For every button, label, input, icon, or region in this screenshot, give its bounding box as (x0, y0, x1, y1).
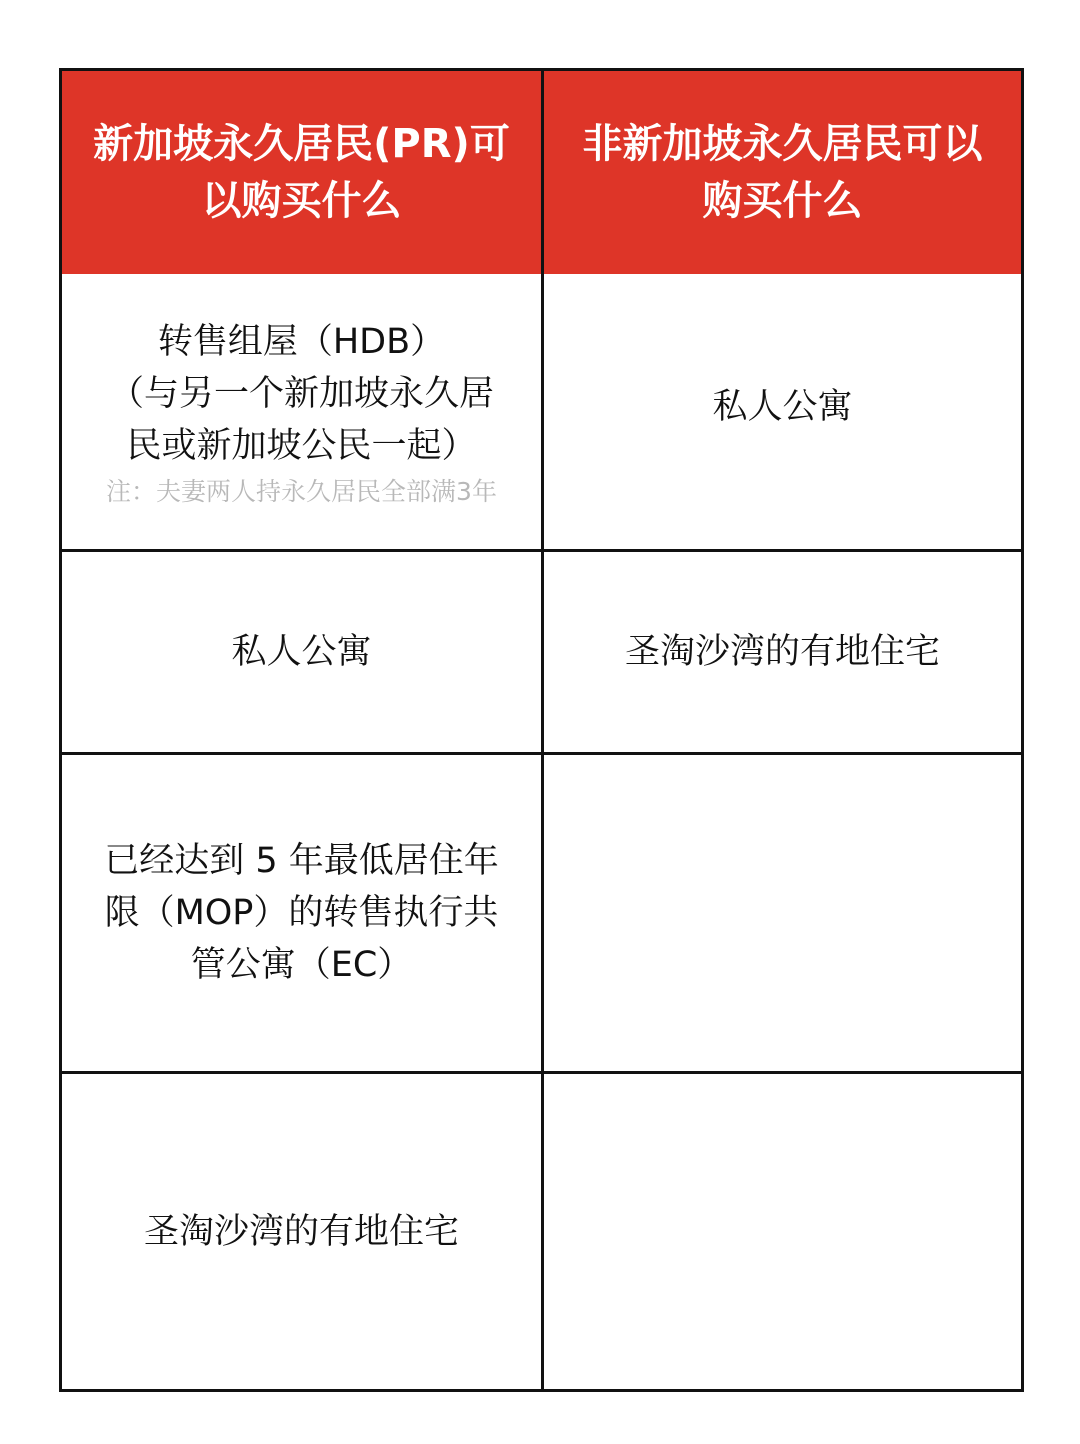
row-2-pr-text: 私人公寓 (231, 632, 372, 672)
row-2-non-pr-cell (544, 552, 1021, 755)
row-4-pr-cell (62, 1074, 544, 1389)
row-2-pr-cell (62, 552, 544, 755)
row-1-non-pr-text: 私人公寓 (712, 386, 853, 427)
header-non-pr-line-2: 购买什么 (702, 177, 863, 224)
row-1-pr-line-2: （与另一个新加坡永久居 (108, 373, 494, 414)
row-2-non-pr-text: 圣淘沙湾的有地住宅 (624, 632, 940, 672)
row-3-pr-line-3: 管公寓（EC） (190, 945, 413, 985)
row-1-pr-note: 注：夫妻两人持永久居民全部满3年 (106, 476, 497, 506)
row-1-pr-line-1: 转售组屋（HDB） (157, 321, 446, 362)
row-3-pr-line-2: 限（MOP）的转售执行共 (104, 893, 499, 933)
row-4-pr-text: 圣淘沙湾的有地住宅 (143, 1211, 459, 1252)
row-1-pr-line-3: 民或新加坡公民一起） (126, 425, 477, 466)
comparison-table (59, 68, 1024, 1392)
header-pr (62, 71, 544, 274)
row-3-pr-line-1: 已经达到 5 年最低居住年 (104, 841, 499, 881)
row-4-non-pr-cell (544, 1074, 1021, 1389)
header-pr-line-2: 以购买什么 (201, 177, 402, 224)
header-non-pr-line-1: 非新加坡永久居民可以 (582, 120, 983, 167)
row-1-pr-cell (62, 274, 544, 552)
header-non-pr (544, 71, 1021, 274)
row-1-non-pr-cell (544, 274, 1021, 552)
row-3-pr-cell (62, 755, 544, 1074)
header-pr-line-1: 新加坡永久居民(PR)可 (93, 120, 510, 167)
row-3-non-pr-cell (544, 755, 1021, 1074)
